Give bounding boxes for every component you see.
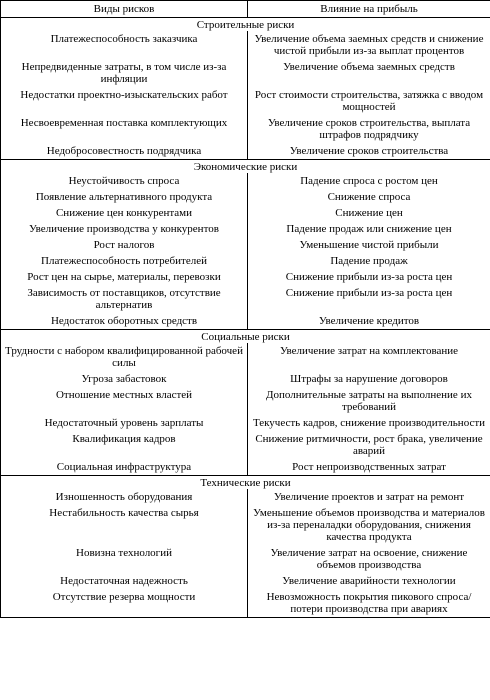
impact-cell: Увеличение сроков строительства, выплата штрафов подрядчику — [248, 115, 490, 143]
table-body — [1, 18, 490, 618]
impact-cell: Рост непроизводственных затрат — [248, 459, 490, 476]
impact-cell: Невозможность покрытия пикового спроса/ потери производства при авариях — [248, 589, 490, 618]
impact-cell: Снижение ритмичности, рост брака, увеличение аварий — [248, 431, 490, 459]
risk-cell: Рост цен на сырье, материалы, перевозки — [1, 269, 248, 285]
risk-cell: Неустойчивость спроса — [1, 173, 248, 189]
section-row — [1, 18, 490, 32]
table-row — [1, 431, 490, 459]
section-row — [1, 160, 490, 174]
impact-cell: Увеличение аварийности технологии — [248, 573, 490, 589]
risk-cell: Непредвиденные затраты, в том числе из-за инфляции — [1, 59, 248, 87]
table-row — [1, 489, 490, 505]
impact-cell: Рост стоимости строительства, затяжка с вводом мощностей — [248, 87, 490, 115]
impact-cell: Падение продаж — [248, 253, 490, 269]
table-row — [1, 143, 490, 160]
table-row — [1, 313, 490, 330]
table-row — [1, 387, 490, 415]
section-title: Технические риски — [1, 476, 490, 490]
risk-cell: Недостаточная надежность — [1, 573, 248, 589]
impact-cell: Текучесть кадров, снижение производительности — [248, 415, 490, 431]
table-row — [1, 173, 490, 189]
risk-cell: Угроза забастовок — [1, 371, 248, 387]
risk-cell: Несвоевременная поставка комплектующих — [1, 115, 248, 143]
section-row — [1, 330, 490, 344]
section-title: Строительные риски — [1, 18, 490, 32]
risk-cell: Платежеспособность заказчика — [1, 31, 248, 59]
impact-cell: Увеличение затрат на комплектование — [248, 343, 490, 371]
table-row — [1, 343, 490, 371]
header-risk-types: Виды рисков — [1, 1, 248, 18]
risk-cell: Квалификация кадров — [1, 431, 248, 459]
risk-cell: Социальная инфраструктура — [1, 459, 248, 476]
risk-cell: Трудности с набором квалифицированной рабочей силы — [1, 343, 248, 371]
impact-cell: Увеличение кредитов — [248, 313, 490, 330]
table-row — [1, 285, 490, 313]
table-row — [1, 459, 490, 476]
table-row — [1, 59, 490, 87]
table-row — [1, 237, 490, 253]
impact-cell: Увеличение сроков строительства — [248, 143, 490, 160]
risk-cell: Снижение цен конкурентами — [1, 205, 248, 221]
risk-cell: Зависимость от поставщиков, отсутствие альтернатив — [1, 285, 248, 313]
table-row — [1, 253, 490, 269]
risk-cell: Рост налогов — [1, 237, 248, 253]
table-row — [1, 545, 490, 573]
impact-cell: Увеличение объема заемных средств — [248, 59, 490, 87]
table-row — [1, 87, 490, 115]
impact-cell: Снижение прибыли из-за роста цен — [248, 269, 490, 285]
impact-cell: Дополнительные затраты на выполнение их требований — [248, 387, 490, 415]
impact-cell: Увеличение проектов и затрат на ремонт — [248, 489, 490, 505]
header-row — [1, 1, 490, 18]
table-row — [1, 415, 490, 431]
impact-cell: Штрафы за нарушение договоров — [248, 371, 490, 387]
risk-cell: Недостатки проектно-изыскательских работ — [1, 87, 248, 115]
table-header — [1, 1, 490, 18]
table-row — [1, 269, 490, 285]
impact-cell: Увеличение объема заемных средств и снижение чистой прибыли из-за выплат процентов — [248, 31, 490, 59]
table-row — [1, 189, 490, 205]
risk-cell: Отсутствие резерва мощности — [1, 589, 248, 618]
risk-cell: Недобросовестность подрядчика — [1, 143, 248, 160]
risk-cell: Отношение местных властей — [1, 387, 248, 415]
impact-cell: Снижение цен — [248, 205, 490, 221]
header-profit-impact: Влияние на прибыль — [248, 1, 490, 18]
table-row — [1, 115, 490, 143]
risk-cell: Новизна технологий — [1, 545, 248, 573]
risk-cell: Нестабильность качества сырья — [1, 505, 248, 545]
risk-cell: Недостаточный уровень зарплаты — [1, 415, 248, 431]
risk-cell: Увеличение производства у конкурентов — [1, 221, 248, 237]
section-title: Экономические риски — [1, 160, 490, 174]
table-row — [1, 505, 490, 545]
table-row — [1, 589, 490, 618]
impact-cell: Снижение прибыли из-за роста цен — [248, 285, 490, 313]
risk-cell: Платежеспособность потребителей — [1, 253, 248, 269]
risk-cell: Появление альтернативного продукта — [1, 189, 248, 205]
impact-cell: Снижение спроса — [248, 189, 490, 205]
table-row — [1, 371, 490, 387]
section-title: Социальные риски — [1, 330, 490, 344]
risk-cell: Недостаток оборотных средств — [1, 313, 248, 330]
impact-cell: Увеличение затрат на освоение, снижение объемов производства — [248, 545, 490, 573]
section-row — [1, 476, 490, 490]
impact-cell: Уменьшение объемов производства и материалов из-за переналадки оборудования, снижения качества продукта — [248, 505, 490, 545]
risk-cell: Изношенность оборудования — [1, 489, 248, 505]
impact-cell: Падение спроса с ростом цен — [248, 173, 490, 189]
table-row — [1, 221, 490, 237]
table-row — [1, 31, 490, 59]
table-row — [1, 573, 490, 589]
impact-cell: Падение продаж или снижение цен — [248, 221, 490, 237]
impact-cell: Уменьшение чистой прибыли — [248, 237, 490, 253]
table-row — [1, 205, 490, 221]
